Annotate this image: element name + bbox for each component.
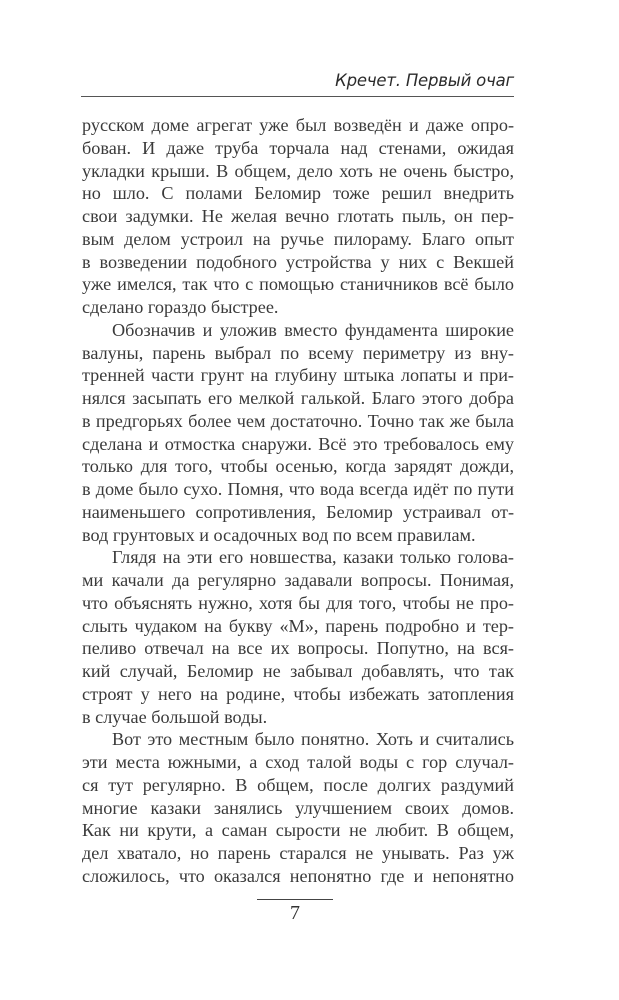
text-line: вым делом устроил на ручье пилораму. Благо опыт — [82, 228, 514, 249]
text-line: что объяснять нужно, хотя бы для того, чтобы не про- — [82, 592, 514, 613]
text-line: в предгорьях более чем достаточно. Точно так же была — [82, 410, 514, 431]
text-line: только для того, чтобы осенью, когда зарядят дожди, — [82, 456, 514, 477]
text-line: вод грунтовых и осадочных вод по всем правилам. — [82, 524, 476, 545]
header-rule — [81, 96, 514, 97]
text-line: сделано гораздо быстрее. — [82, 297, 279, 317]
text-line: дел хватало, но парень старался не унывать. Раз уж — [82, 843, 514, 863]
text-line: пеливо отвечал на все их вопросы. Попутно, на вся- — [82, 638, 514, 659]
text-line: сделана и отмостка снаружи. Всё это требовалось ему — [82, 433, 514, 454]
text-line: слыть чудаком на букву «М», парень подробно и тер- — [82, 615, 514, 636]
text-line: но шло. С полами Беломир тоже решил внедрить — [82, 183, 514, 204]
paragraph-first-line: Обозначив и уложив вместо фундамента широкие — [112, 319, 514, 340]
text-line: в возведении подобного устройства у них с Векшей — [82, 251, 514, 272]
paragraph-first-line: Вот это местным было понятно. Хоть и считались — [112, 729, 514, 750]
paragraph-first-line: Глядя на эти его новшества, казаки только голова- — [112, 547, 514, 568]
text-line: бован. И даже труба торчала над стенами, ожидая — [82, 137, 514, 158]
text-line: укладки крыши. В общем, дело хоть не очень быстро, — [82, 160, 514, 181]
text-line: кий случай, Беломир не забывал добавлять, что так — [82, 661, 514, 681]
running-head: Кречет. Первый очаг — [335, 71, 514, 90]
text-line: наименьшего сопротивления, Беломир устраивал от- — [82, 501, 514, 522]
text-line: в доме было сухо. Помня, что вода всегда идёт по пути — [82, 479, 514, 499]
text-line: в случае большой воды. — [82, 706, 268, 727]
footer-rule — [257, 899, 333, 900]
text-line: тренней части грунт на глубину штыка лопаты и при- — [82, 365, 514, 386]
page-number: 7 — [290, 902, 300, 924]
text-line: строят у него на родине, чтобы избежать затопления — [82, 683, 514, 704]
text-line: сложилось, что оказался непонятно где и непонятно — [82, 865, 514, 886]
text-line: Как ни крути, а саман сырости не любит. В общем, — [82, 820, 514, 841]
body-text — [82, 114, 514, 888]
text-line: свои задумки. Не желая вечно глотать пыль, он пер- — [82, 206, 514, 226]
text-line: эти места южными, а сход талой воды с гор случал- — [82, 752, 514, 772]
text-line: валуны, парень выбрал по всему периметру из вну- — [82, 342, 514, 363]
text-line: уже имелся, так что с помощью станичников всё было — [82, 274, 514, 295]
text-line: многие казаки занялись улучшением своих домов. — [82, 797, 514, 818]
text-line: ми качали да регулярно задавали вопросы. Понимая, — [82, 570, 514, 590]
text-line: ся тут регулярно. В общем, после долгих раздумий — [82, 774, 514, 795]
text-line: нялся засыпать его мелкой галькой. Благо этого добра — [82, 388, 514, 408]
text-line: русском доме агрегат уже был возведён и даже опро- — [82, 115, 514, 135]
